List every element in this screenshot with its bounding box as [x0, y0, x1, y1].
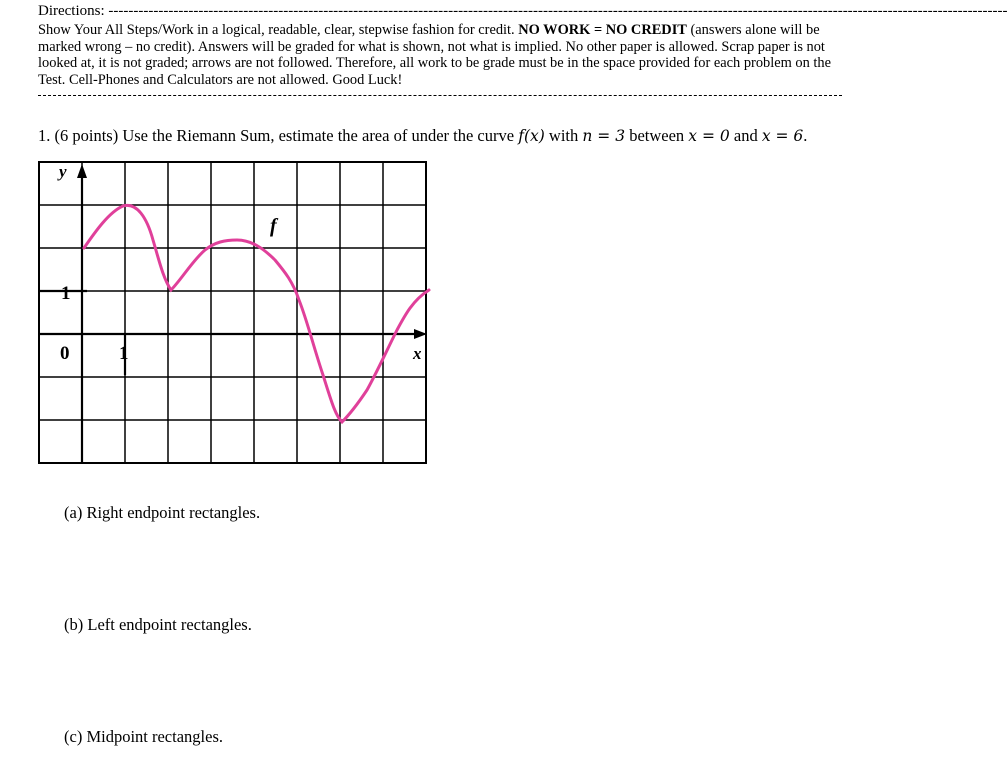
lower-bound: x = 0	[688, 127, 730, 145]
directions-text-part-1: Show Your All Steps/Work in a logical, readable, clear, stepwise fashion for credit.	[38, 22, 519, 38]
question-1: 1. (6 points) Use the Riemann Sum, estimate the area of under the curve f(x) with n = 3 between x = 0 and x = 6.	[38, 126, 808, 145]
function-fx: f(x)	[518, 127, 545, 145]
part-b: (b) Left endpoint rectangles.	[64, 615, 252, 634]
grid	[39, 162, 426, 463]
y-axis-arrow	[77, 164, 87, 178]
dashed-separator	[38, 95, 842, 96]
directions-label: Directions:	[38, 3, 105, 19]
curve-label: f	[270, 215, 277, 237]
y-axis-label: y	[59, 162, 67, 181]
grid-border	[39, 162, 426, 463]
graph-svg	[37, 160, 429, 466]
no-work-no-credit: NO WORK = NO CREDIT	[518, 22, 687, 38]
x-axis-label: x	[413, 344, 422, 363]
y-tick-label: 1	[61, 283, 71, 304]
upper-bound: x = 6	[761, 127, 804, 145]
part-c: (c) Midpoint rectangles.	[64, 727, 223, 746]
function-graph	[37, 160, 429, 466]
part-a: (a) Right endpoint rectangles.	[64, 503, 261, 522]
directions-text-part-2: (answers alone will be marked wrong – no credit). Answers will be graded for what is shown, not what is implied. No other paper is allowed. Scrap paper is not looked at, it is not graded; arrows are not followed. Therefore, all work to be grade must be in the space provided for each problem on the Test. Cell-Phones and Calculators are not allowed. Good Luck!	[38, 22, 831, 88]
n-equals-3: n = 3	[582, 127, 626, 145]
x-tick-label: 1	[119, 343, 129, 364]
directions-text	[38, 22, 844, 88]
curve-f	[84, 205, 429, 422]
origin-label: 0	[60, 343, 70, 364]
directions-heading: Directions: ------------------------------------------------------------------------------------------------------------------------------------------------------------------------------------	[38, 3, 1008, 19]
